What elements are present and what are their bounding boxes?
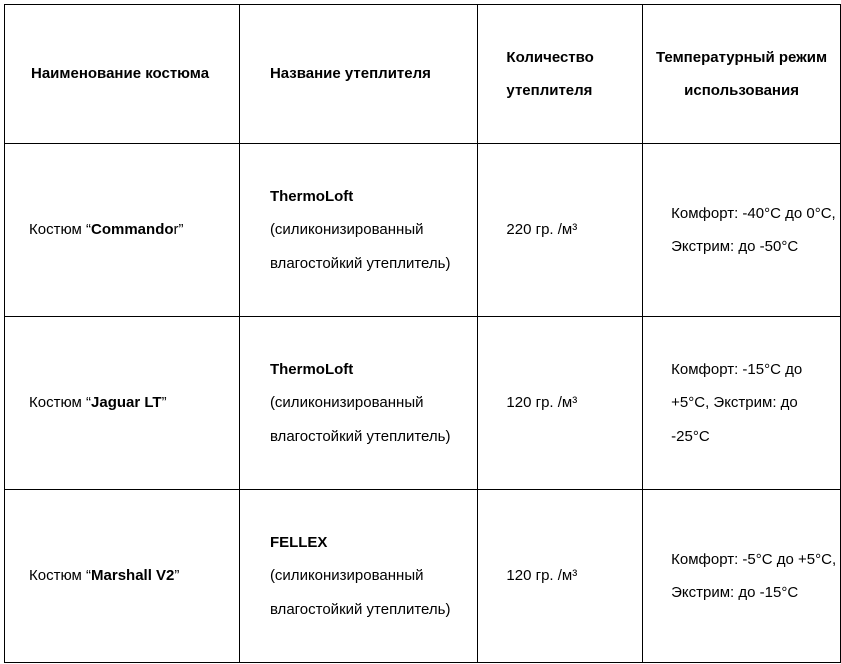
insulation-desc: (силиконизированный влагостойкий утеплитель) <box>269 221 451 272</box>
table-row <box>5 317 841 490</box>
amount-cell: 120 гр. /м³ <box>478 490 643 663</box>
suits-table <box>4 4 841 663</box>
header-temp-mode: Температурный режим использования <box>643 5 841 144</box>
suit-name-cell <box>5 144 240 317</box>
header-insulation-name: Название утеплителя <box>239 5 477 144</box>
temp-cell: Комфорт: -40°C до 0°C, Экстрим: до -50°C <box>643 144 841 317</box>
insulation-desc: (силиконизированный влагостойкий утеплитель) <box>269 394 451 445</box>
suit-suffix: r” <box>173 221 184 239</box>
table-row <box>5 490 841 663</box>
suit-name: Commando <box>91 221 174 239</box>
suit-suffix: ” <box>174 567 180 585</box>
suit-prefix: Костюм “ <box>29 567 92 585</box>
amount-cell: 220 гр. /м³ <box>478 144 643 317</box>
suit-name-cell <box>5 490 240 663</box>
suit-name-cell <box>5 317 240 490</box>
header-insulation-amount: Количество утеплителя <box>478 5 643 144</box>
suit-prefix: Костюм “ <box>29 221 92 239</box>
suit-prefix: Костюм “ <box>29 394 92 412</box>
header-suit-name: Наименование костюма <box>5 5 240 144</box>
insulation-cell <box>239 490 477 663</box>
insulation-brand: FELLEX <box>269 533 328 551</box>
suit-name: Jaguar LT <box>91 394 162 412</box>
insulation-brand: ThermoLoft <box>269 187 354 205</box>
suit-name: Marshall V2 <box>91 567 175 585</box>
header-row <box>5 5 841 144</box>
insulation-desc: (силиконизированный влагостойкий утеплитель) <box>269 567 451 618</box>
insulation-cell <box>239 317 477 490</box>
insulation-brand: ThermoLoft <box>269 360 354 378</box>
table-row <box>5 144 841 317</box>
amount-cell: 120 гр. /м³ <box>478 317 643 490</box>
temp-cell: Комфорт: -15°C до +5°C, Экстрим: до -25°C <box>643 317 841 490</box>
insulation-cell <box>239 144 477 317</box>
temp-cell: Комфорт: -5°C до +5°C, Экстрим: до -15°C <box>643 490 841 663</box>
suit-suffix: ” <box>161 394 167 412</box>
